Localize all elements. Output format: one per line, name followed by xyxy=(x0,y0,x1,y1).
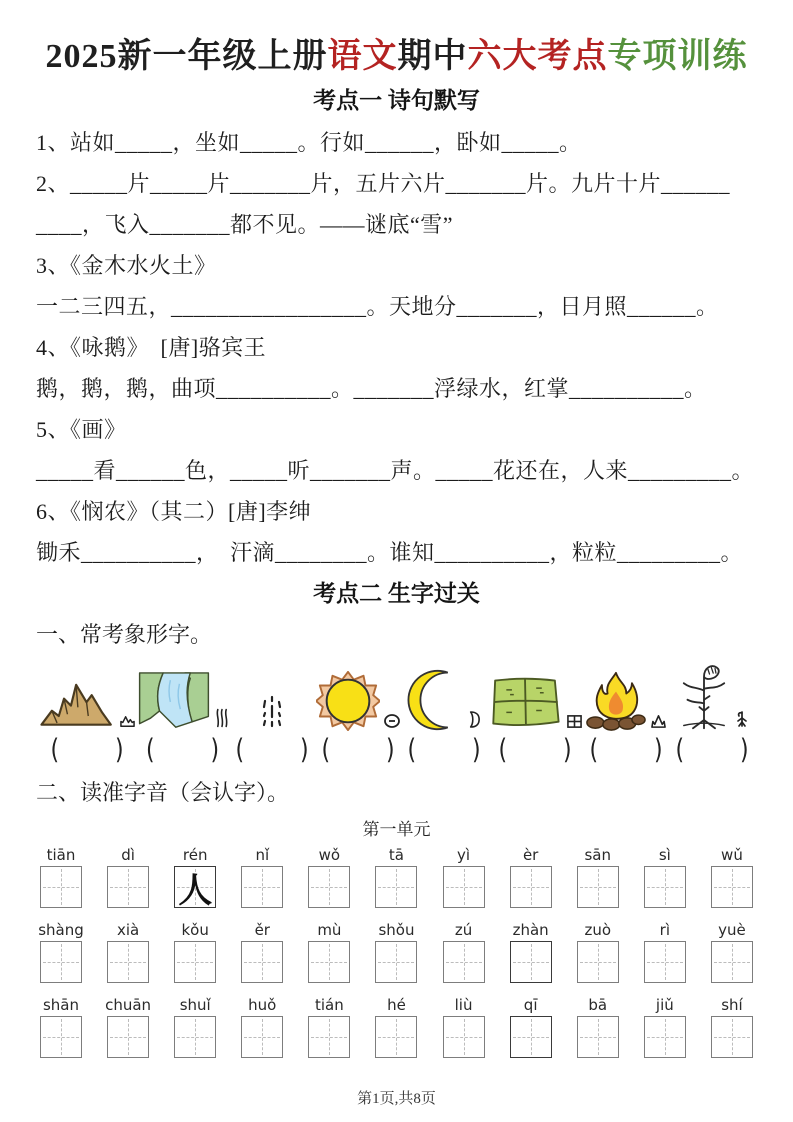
answer-parentheses: ( ) xyxy=(407,734,481,766)
writing-box xyxy=(510,1016,552,1058)
pictograph-moon xyxy=(401,655,487,766)
writing-box xyxy=(443,1016,485,1058)
writing-box xyxy=(107,1016,149,1058)
title-segment: 2025新一年级上册 xyxy=(45,38,328,75)
pinyin-cell xyxy=(373,844,419,908)
pinyin-label: xià xyxy=(116,921,140,939)
writing-box xyxy=(40,1016,82,1058)
sun-glyph-icon xyxy=(383,713,401,729)
pinyin-label: shàng xyxy=(38,921,84,939)
pictograph-rain xyxy=(229,655,315,766)
writing-box xyxy=(107,866,149,908)
seedling-art xyxy=(676,655,749,731)
sun-art xyxy=(316,655,401,731)
seedling-image xyxy=(676,663,732,731)
pinyin-cell xyxy=(441,844,487,908)
pinyin-cell xyxy=(575,844,621,908)
question-line: 1、站如_____，坐如_____。行如______，卧如_____。 xyxy=(36,130,582,155)
title-segment: 六大考点 xyxy=(467,38,608,75)
pinyin-label: hé xyxy=(387,996,406,1014)
pinyin-cell xyxy=(239,919,285,983)
pinyin-label: wǔ xyxy=(721,846,743,864)
question-line: 3、《金木水火土》 xyxy=(36,253,217,278)
moon-art xyxy=(407,655,481,731)
fire-art xyxy=(585,655,667,731)
fire-glyph-icon xyxy=(650,714,667,729)
field-art xyxy=(487,655,583,731)
pictograph-fire xyxy=(583,655,669,766)
moon-image xyxy=(407,669,463,731)
pinyin-cell xyxy=(306,844,352,908)
pinyin-label: huǒ xyxy=(248,996,277,1014)
pinyin-label: zú xyxy=(454,921,473,939)
pinyin-label: jiǔ xyxy=(655,996,674,1014)
title-segment: 期中 xyxy=(397,38,468,75)
writing-box xyxy=(577,1016,619,1058)
pinyin-cell xyxy=(172,919,218,983)
question-line: 锄禾__________， 汗滴________。谁知__________，粒粒_________。 xyxy=(36,540,744,565)
river-image xyxy=(136,671,212,731)
pinyin-cell xyxy=(172,844,218,908)
pinyin-cell xyxy=(38,919,84,983)
writing-box xyxy=(241,941,283,983)
pinyin-grid-row xyxy=(36,844,757,908)
pinyin-cell xyxy=(642,844,688,908)
example-character: 人 xyxy=(178,872,213,910)
pinyin-label: qī xyxy=(523,996,538,1014)
pinyin-label: shuǐ xyxy=(179,996,211,1014)
question-line: 4、《咏鹅》 [唐]骆宾王 xyxy=(36,335,267,360)
moon-glyph-icon xyxy=(466,710,481,729)
question-line: 6、《悯农》（其二）[唐]李绅 xyxy=(36,499,312,524)
title-segment: 专项训练 xyxy=(607,38,748,75)
section1-heading: 考点一 诗句默写 xyxy=(313,88,480,113)
writing-box xyxy=(577,866,619,908)
answer-parentheses: ( ) xyxy=(50,734,124,766)
writing-box xyxy=(577,941,619,983)
pinyin-cell xyxy=(105,994,151,1058)
pinyin-cell xyxy=(441,919,487,983)
answer-parentheses: ( ) xyxy=(675,734,749,766)
writing-box xyxy=(308,941,350,983)
pinyin-label: chuān xyxy=(105,996,152,1014)
pinyin-label: sì xyxy=(658,846,671,864)
writing-box xyxy=(443,941,485,983)
pinyin-label: rén xyxy=(182,846,208,864)
pinyin-cell xyxy=(306,994,352,1058)
pinyin-grid-row xyxy=(36,994,757,1058)
pinyin-cell xyxy=(508,919,554,983)
question-line: 一二三四五，_________________。天地分_______，日月照______。 xyxy=(36,294,719,319)
pinyin-label: zuò xyxy=(584,921,612,939)
pictograph-river xyxy=(136,655,229,766)
pinyin-label: kǒu xyxy=(181,921,209,939)
rain-glyph-icon xyxy=(259,695,285,729)
pinyin-label: wǒ xyxy=(318,846,341,864)
answer-parentheses: ( ) xyxy=(235,734,309,766)
pictograph-mountain xyxy=(38,655,136,766)
pictograph-sun xyxy=(315,655,401,766)
section2-heading: 考点二 生字过关 xyxy=(313,581,480,606)
writing-box xyxy=(174,941,216,983)
unit-heading: 第一单元 xyxy=(362,820,431,839)
writing-box xyxy=(510,941,552,983)
subsection2-label: 二、读准字音（会认字）。 xyxy=(36,780,290,805)
river-art xyxy=(136,655,229,731)
question-line: 2、_____片_____片_______片，五片六片_______片。九片十片______ xyxy=(36,171,731,196)
pinyin-label: shǒu xyxy=(378,921,415,939)
pinyin-label: nǐ xyxy=(255,846,270,864)
writing-box xyxy=(308,866,350,908)
writing-box xyxy=(711,866,753,908)
writing-box xyxy=(308,1016,350,1058)
writing-box xyxy=(375,1016,417,1058)
pinyin-cell xyxy=(306,919,352,983)
pinyin-cell xyxy=(508,844,554,908)
pinyin-cell xyxy=(709,994,755,1058)
writing-box xyxy=(375,941,417,983)
writing-box xyxy=(443,866,485,908)
pinyin-cell xyxy=(575,919,621,983)
question-line: 鹅，鹅，鹅，曲项__________。_______浮绿水，红掌__________。 xyxy=(36,376,707,401)
pinyin-label: tiān xyxy=(46,846,76,864)
title-segment: 语文 xyxy=(327,38,398,75)
pinyin-cell xyxy=(105,919,151,983)
pinyin-label: tā xyxy=(388,846,404,864)
pinyin-cell xyxy=(172,994,218,1058)
answer-parentheses: ( ) xyxy=(321,734,395,766)
question-line: ____，飞入_______都不见。——谜底“雪” xyxy=(36,212,454,237)
writing-box xyxy=(107,941,149,983)
writing-box xyxy=(711,941,753,983)
pinyin-cell xyxy=(373,994,419,1058)
writing-box xyxy=(174,866,216,908)
river-glyph-icon xyxy=(215,707,229,729)
writing-box xyxy=(241,866,283,908)
writing-box xyxy=(40,866,82,908)
answer-parentheses: ( ) xyxy=(145,734,220,766)
writing-box xyxy=(644,866,686,908)
question-line: _____看______色，_____听_______声。_____花还在，人来_________。 xyxy=(36,458,755,483)
rain-art xyxy=(259,655,285,731)
pinyin-cell xyxy=(575,994,621,1058)
pinyin-cell xyxy=(105,844,151,908)
pinyin-label: sān xyxy=(584,846,611,864)
writing-box xyxy=(644,941,686,983)
subsection1-label: 一、常考象形字。 xyxy=(36,622,213,647)
pinyin-grid xyxy=(36,844,757,1058)
fire-image xyxy=(585,671,647,731)
pinyin-label: mù xyxy=(317,921,342,939)
pinyin-label: liù xyxy=(454,996,473,1014)
pinyin-cell xyxy=(508,994,554,1058)
pinyin-label: shān xyxy=(42,996,80,1014)
pinyin-cell xyxy=(373,919,419,983)
pinyin-label: zhàn xyxy=(512,921,549,939)
writing-box xyxy=(644,1016,686,1058)
pinyin-cell xyxy=(709,919,755,983)
writing-box xyxy=(711,1016,753,1058)
writing-box xyxy=(510,866,552,908)
pinyin-cell xyxy=(38,994,84,1058)
sun-image xyxy=(316,671,380,731)
pictograph-field xyxy=(487,655,583,766)
writing-box xyxy=(174,1016,216,1058)
pinyin-cell xyxy=(642,994,688,1058)
pinyin-label: èr xyxy=(522,846,539,864)
question-line: 5、《画》 xyxy=(36,417,127,442)
pinyin-label: ěr xyxy=(254,921,270,939)
field-image xyxy=(487,675,563,731)
pinyin-cell xyxy=(642,919,688,983)
pictograph-seedling xyxy=(669,655,755,766)
writing-box xyxy=(241,1016,283,1058)
pinyin-label: yì xyxy=(457,846,471,864)
pinyin-label: shí xyxy=(721,996,743,1014)
page-title xyxy=(36,34,757,80)
pinyin-label: rì xyxy=(659,921,671,939)
writing-box xyxy=(40,941,82,983)
pinyin-label: tián xyxy=(315,996,344,1014)
pinyin-label: bā xyxy=(588,996,608,1014)
mountain-art xyxy=(38,655,136,731)
question-list xyxy=(36,122,757,573)
pinyin-grid-row xyxy=(36,919,757,983)
answer-parentheses: ( ) xyxy=(498,734,572,766)
page-number: 第1页,共8页 xyxy=(357,1091,436,1107)
pinyin-cell xyxy=(441,994,487,1058)
pinyin-cell xyxy=(709,844,755,908)
writing-box xyxy=(375,866,417,908)
pictograph-row xyxy=(36,653,757,766)
pinyin-cell xyxy=(38,844,84,908)
pinyin-cell xyxy=(239,844,285,908)
pinyin-label: dì xyxy=(121,846,135,864)
field-glyph-icon xyxy=(566,714,583,729)
answer-parentheses: ( ) xyxy=(589,734,663,766)
pinyin-cell xyxy=(239,994,285,1058)
mountain-image xyxy=(38,675,116,731)
seedling-glyph-icon xyxy=(735,709,749,729)
mountain-glyph-icon xyxy=(119,714,136,729)
pinyin-label: yuè xyxy=(718,921,746,939)
